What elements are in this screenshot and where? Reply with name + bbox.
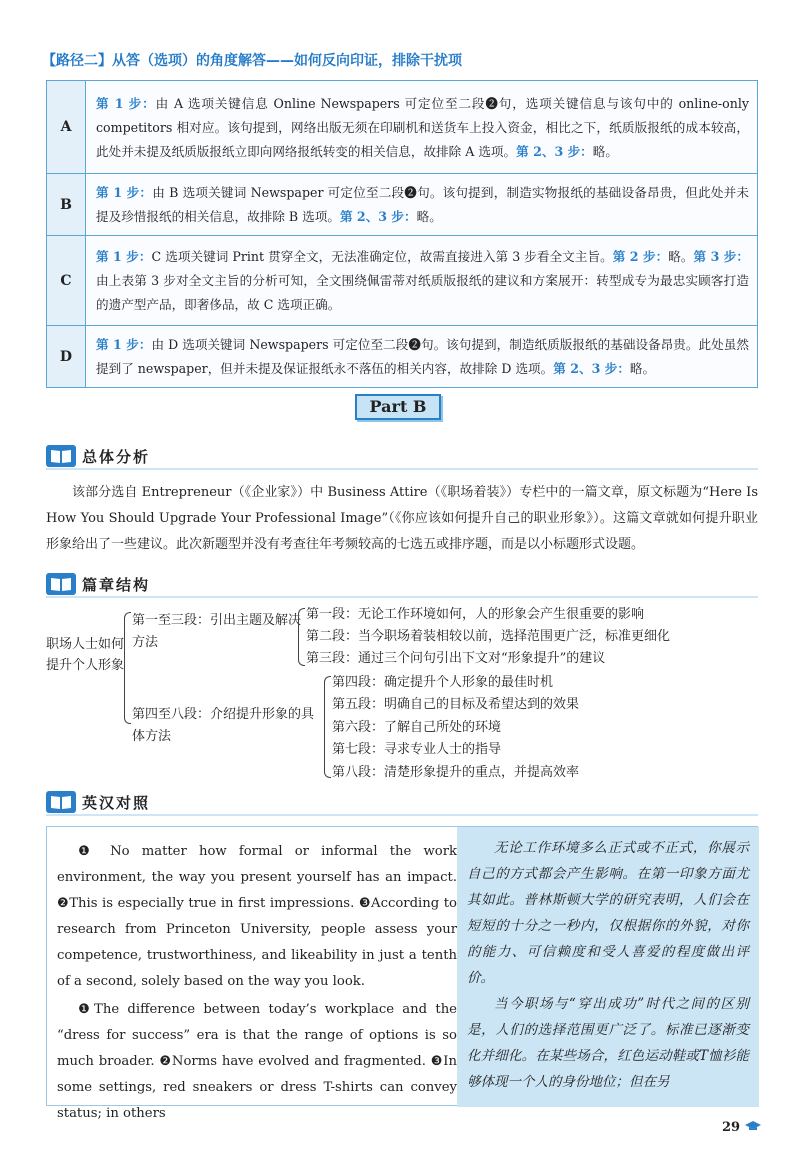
option-explanation — [86, 81, 758, 174]
chinese-paragraph: 无论工作环境多么正式或不正式，你展示自己的方式都会产生影响。在第一印象方面尤其如此。普林斯顿大学的研究表明，人们会在短短的十分之一秒内，仅根据你的外貌，对你的能力、可信赖度和受人喜爱的程度做出评价。 — [467, 840, 749, 986]
structure-root: 职场人士如何提升个人形象 — [46, 637, 125, 673]
brace — [124, 612, 131, 724]
divider — [46, 596, 758, 598]
book-icon — [46, 445, 76, 467]
book-icon — [46, 573, 76, 595]
step-label: 第 2、3 步： — [339, 209, 417, 224]
option-explanation — [86, 326, 758, 388]
step-text: 由 D 选项关键词 Newspapers 可定位至二段❷句。该句提到，制造纸质版报纸的基础设备昂贵。此处虽然提到了 newspaper，但并未提及保证报纸永不落伍的相关内容，故排除 D 选项。 — [96, 337, 749, 376]
page-number-text: 29 — [722, 1120, 741, 1135]
step-text: 略。 — [592, 143, 618, 159]
options-table — [46, 80, 758, 388]
step-label: 第 2 步： — [612, 249, 669, 264]
bilingual-panel — [46, 826, 758, 1121]
option-explanation — [86, 174, 758, 236]
option-letter: C — [47, 236, 86, 326]
option-letter: B — [47, 174, 86, 236]
english-paragraph: ❶ No matter how formal or informal the work environment, the way you present yourself has an impact. ❷This is especially true in first impressions. ❸According to research from Princeton University, people assess your competence, trustworthiness, and likeability in just a tenth of a second, solely based on the way you look. — [57, 844, 457, 989]
step-text: 略。 — [629, 361, 656, 376]
structure-branch-1: 第一至三段：引出主题及解决方法 — [132, 613, 302, 650]
brace — [298, 608, 305, 666]
step-label: 第 2、3 步： — [553, 361, 630, 376]
structure-item: 第八段：清楚形象提升的重点，并提高效率 — [332, 764, 580, 780]
path-title: 【路径二】从答（选项）的角度解答——如何反向印证，排除干扰项 — [42, 53, 462, 69]
structure-item: 第七段：寻求专业人士的指导 — [332, 742, 502, 758]
branch-2-items — [332, 672, 579, 784]
structure-item: 第五段：明确自己的目标及希望达到的效果 — [332, 697, 580, 713]
step-label: 第 3 步： — [693, 249, 749, 264]
english-paragraph: ❶The difference between today’s workplace and the “dress for success” era is that the range of options is so much broader. ❷Norms have evolved and fragmented. ❸In some settings, red sneakers or dress T-shirts can convey status; in others — [57, 1002, 457, 1121]
step-text: 由 B 选项关键词 Newspaper 可定位至二段❷句。该句提到，制造实物报纸的基础设备昂贵，但此处并未提及珍惜报纸的相关信息，故排除 B 选项。 — [96, 185, 749, 224]
step-label: 第 1 步： — [96, 95, 156, 111]
step-text: 略。 — [416, 209, 442, 224]
overview-text: 该部分选自 Entrepreneur（《企业家》）中 Business Attire（《职场着装》）专栏中的一篇文章，原文标题为“Here Is How You Should Upgrade Your Professional Image”（《你应该如何提升自己的职业形象》）。这篇文章就如何提升职业形象给出了一些建议。此次新题型并没有考查往年考频较高的七选五或排序题，而是以小标题形式设题。 — [46, 485, 758, 552]
structure-heading-label: 篇章结构 — [82, 575, 151, 594]
step-label: 第 2、3 步： — [516, 143, 593, 159]
step-label: 第 1 步： — [96, 337, 152, 352]
page-number — [722, 1120, 761, 1135]
step-text: 由上表第 3 步对全文主旨的分析可知，全文围绕佩雷蒂对纸质版报纸的建议和方案展开：转型成专为最忠实顾客打造的遗产型产品，即奢侈品，故 C 选项正确。 — [96, 273, 749, 312]
chinese-translation-panel — [457, 827, 759, 1107]
bilingual-heading-label: 英汉对照 — [82, 793, 151, 812]
structure-item: 第四段：确定提升个人形象的最佳时机 — [332, 675, 554, 690]
overview-heading-label: 总体分析 — [82, 447, 151, 466]
structure-branch-2: 第四至八段：介绍提升形象的具体方法 — [132, 707, 315, 744]
step-text: 由 A 选项关键信息 Online Newspapers 可定位至二段❷句，选项关键信息与该句中的 online-only competitors 相对应。该句提到，网络出版无须在印刷机和送货车上投入资金，相比之下，纸质版报纸的成本较高，此处并未提及纸质版报纸立即向网络报纸转变的相关信息，故排除 A 选项。 — [96, 95, 749, 159]
structure-item: 第三段：通过三个问句引出下文对“形象提升”的建议 — [306, 651, 606, 666]
chinese-text — [467, 835, 749, 1095]
chinese-paragraph: 当今职场与“穿出成功”时代之间的区别是，人们的选择范围更广泛了。标准已逐渐变化并细化。在某些场合，红色运动鞋或T恤衫能够体现一个人的身份地位；但在另 — [467, 996, 749, 1090]
part-b-badge: Part B — [355, 394, 441, 420]
english-text — [57, 839, 457, 1129]
option-row-c — [47, 236, 758, 326]
step-text: C 选项关键词 Print 贯穿全文，无法准确定位，故需直接进入第 3 步看全文主旨。 — [151, 249, 613, 264]
option-letter: A — [47, 81, 86, 174]
structure-item: 第一段：无论工作环境如何，人的形象会产生很重要的影响 — [306, 607, 645, 622]
option-row-a — [47, 81, 758, 174]
structure-heading — [46, 572, 150, 596]
book-icon — [46, 791, 76, 813]
structure-item: 第六段：了解自己所处的环境 — [332, 719, 502, 735]
brace — [324, 676, 331, 778]
graduation-cap-icon — [745, 1120, 761, 1135]
option-row-d — [47, 326, 758, 388]
step-text: 略。 — [668, 249, 694, 264]
overview-heading — [46, 444, 150, 468]
option-letter: D — [47, 326, 86, 388]
option-explanation — [86, 236, 758, 326]
bilingual-heading — [46, 790, 150, 814]
branch-1-items — [306, 604, 670, 670]
divider — [46, 814, 758, 816]
structure-item: 第二段：当今职场着装相较以前，选择范围更广泛，标准更细化 — [306, 629, 671, 644]
step-label: 第 1 步： — [96, 185, 153, 200]
divider — [46, 468, 758, 470]
step-label: 第 1 步： — [96, 249, 152, 264]
option-row-b — [47, 174, 758, 236]
